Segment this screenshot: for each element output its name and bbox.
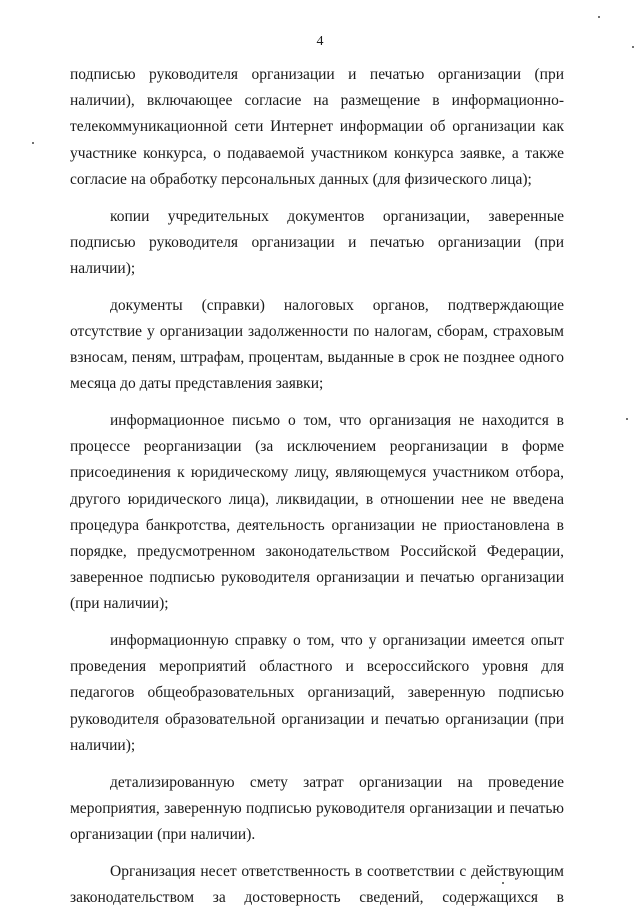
paragraph: подписью руководителя организации и печатью организации (при наличии), включающее согласие на размещение в информационно-телекоммуникационной сети Интернет информации об организации как участнике конкурса, о подаваемой участником конкурса заявке, а также согласие на обработку персональных данных (для физического лица); xyxy=(70,66,564,188)
scan-speck xyxy=(632,46,634,48)
paragraph: детализированную смету затрат организации на проведение мероприятия, заверенную подписью руководителя организации и печатью организации (при наличии). xyxy=(70,773,564,843)
paragraph: документы (справки) налоговых органов, подтверждающие отсутствие у организации задолженности по налогам, сборам, страховым взносам, пеням, штрафам, процентам, выданные в срок не позднее одного месяца до даты представления заявки; xyxy=(70,296,564,393)
paragraph: информационное письмо о том, что организация не находится в процессе реорганизации (за исключением реорганизации в форме присоединения к юридическому лицу, являющемуся участником отбора, другого юридического лица), ликвидации, в отношении нее не введена процедура банкротства, деятельность организации не приостановлена в порядке, предусмотренном законодательством Российской Федерации, заверенное подписью руководителя организации и печатью организации (при наличии); xyxy=(70,411,564,613)
document-body xyxy=(70,62,564,911)
scan-speck xyxy=(32,142,34,144)
paragraph: Организация несет ответственность в соответствии с действующим законодательством за достоверность сведений, содержащихся в xyxy=(70,862,564,906)
scan-speck xyxy=(502,882,504,884)
scan-speck xyxy=(626,418,628,420)
paragraph: копии учредительных документов организации, заверенные подписью руководителя организации и печатью организации (при наличии); xyxy=(70,207,564,277)
scan-speck xyxy=(598,16,600,18)
page-number: 4 xyxy=(316,34,324,49)
paragraph: информационную справку о том, что у организации имеется опыт проведения мероприятий областного и всероссийского уровня для педагогов общеобразовательных организаций, заверенную подписью руководителя образовательной организации и печатью организации (при наличии); xyxy=(70,632,564,754)
